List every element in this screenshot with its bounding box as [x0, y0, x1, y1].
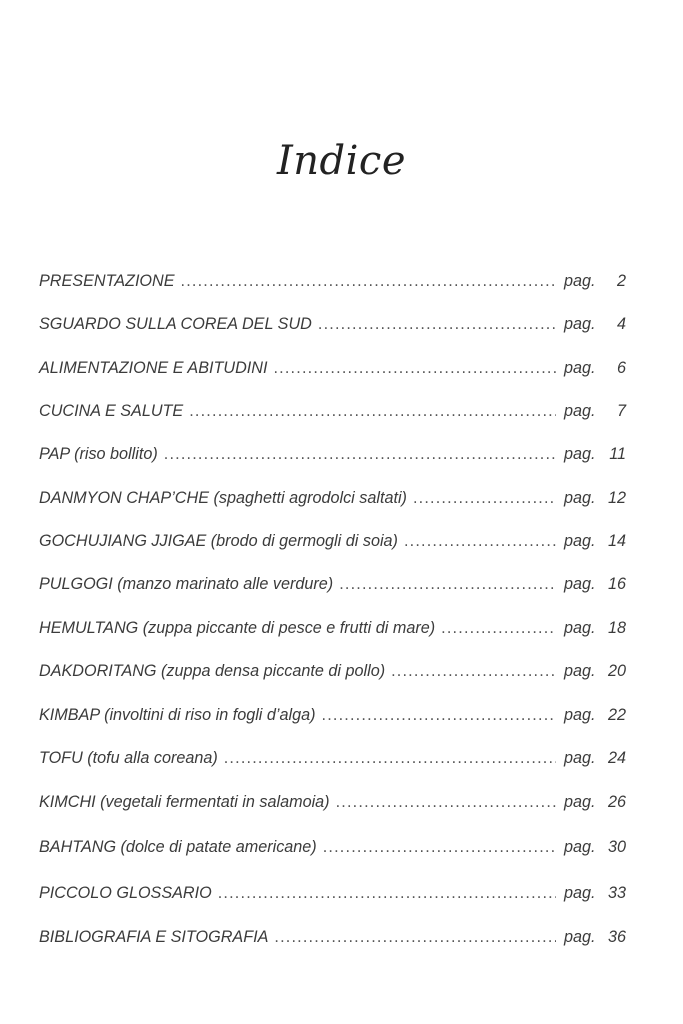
toc-entry-page-number: 11: [609, 445, 626, 463]
toc-entry-page-number: 16: [607, 575, 626, 593]
toc-entry-pag: pag.: [564, 402, 596, 420]
toc-entry-page-number: 7: [616, 402, 626, 420]
dot-leader: [189, 400, 556, 422]
dot-leader: [322, 704, 557, 726]
toc-entry-page-number: 12: [607, 489, 626, 507]
toc-entry-page-number: 24: [607, 749, 626, 767]
toc-entry: [39, 357, 626, 379]
toc-entry: [39, 836, 626, 858]
toc-entry-label: PRESENTAZIONE: [39, 272, 175, 290]
toc-entry-page-number: 33: [607, 884, 626, 902]
toc-entry-pag: pag.: [564, 315, 596, 333]
toc-entry-pag: pag.: [564, 272, 596, 290]
dot-leader: [318, 313, 556, 335]
dot-leader: [336, 791, 556, 813]
toc-entry-page-number: 4: [616, 315, 626, 333]
toc-entry-pag: pag.: [564, 619, 596, 637]
dot-leader: [218, 882, 556, 904]
dot-leader: [181, 270, 556, 292]
toc-entry: [39, 704, 626, 726]
toc-entry-label: BIBLIOGRAFIA E SITOGRAFIA: [39, 928, 269, 946]
toc-entry: [39, 747, 626, 769]
dot-leader: [273, 357, 556, 379]
toc-entry-pag: pag.: [564, 489, 596, 507]
toc-entry-page-number: 22: [607, 706, 626, 724]
toc-entry-page-number: 6: [616, 359, 626, 377]
dot-leader: [224, 747, 556, 769]
toc-entry-pag: pag.: [564, 532, 596, 550]
toc-entry-label: PICCOLO GLOSSARIO: [39, 884, 212, 902]
toc-entry-label: ALIMENTAZIONE E ABITUDINI: [39, 359, 268, 377]
dot-leader: [274, 926, 556, 948]
toc-entry-page-number: 20: [607, 662, 626, 680]
toc-entry-label: DAKDORITANG (zuppa densa piccante di pollo): [39, 662, 386, 680]
toc-entry: [39, 660, 626, 682]
toc-entry: [39, 313, 626, 335]
toc-entry-label: CUCINA E SALUTE: [39, 402, 184, 420]
toc-entry: [39, 926, 626, 948]
dot-leader: [164, 443, 556, 465]
toc-entry-pag: pag.: [564, 575, 596, 593]
toc-entry-label: KIMBAP (involtini di riso in fogli d’alga): [39, 706, 316, 724]
dot-leader: [413, 487, 556, 509]
toc-entry-pag: pag.: [564, 706, 596, 724]
toc-entry-pag: pag.: [564, 359, 596, 377]
dot-leader: [339, 573, 556, 595]
toc-entry: [39, 270, 626, 292]
toc-entry-label: PULGOGI (manzo marinato alle verdure): [39, 575, 334, 593]
toc-entry: [39, 530, 626, 552]
toc-entry-pag: pag.: [564, 928, 596, 946]
toc-entry: [39, 573, 626, 595]
page-title: Indice: [276, 138, 407, 184]
toc-entry-label: DANMYON CHAP’CHE (spaghetti agrodolci saltati): [39, 489, 407, 507]
toc-entry: [39, 882, 626, 904]
toc-entry: [39, 487, 626, 509]
toc-entry: [39, 617, 626, 639]
toc-entry-pag: pag.: [564, 793, 596, 811]
toc-entry-page-number: 18: [607, 619, 626, 637]
toc-entry-label: KIMCHI (vegetali fermentati in salamoia): [39, 793, 330, 811]
dot-leader: [323, 836, 556, 858]
toc-entry-page-number: 14: [607, 532, 626, 550]
toc-entry-page-number: 36: [607, 928, 626, 946]
toc-entry-pag: pag.: [564, 838, 596, 856]
toc-entry-page-number: 2: [616, 272, 626, 290]
toc-entry-label: HEMULTANG (zuppa piccante di pesce e frutti di mare): [39, 619, 436, 637]
toc-entry-label: GOCHUJIANG JJIGAE (brodo di germogli di soia): [39, 532, 398, 550]
toc-entry: [39, 443, 626, 465]
dot-leader: [441, 617, 556, 639]
toc-entry: [39, 400, 626, 422]
toc-entry: [39, 791, 626, 813]
toc-entry-pag: pag.: [564, 445, 596, 463]
toc-entry-label: TOFU (tofu alla coreana): [39, 749, 218, 767]
toc-entry-pag: pag.: [564, 749, 596, 767]
dot-leader: [404, 530, 556, 552]
toc-entry-label: BAHTANG (dolce di patate americane): [39, 838, 317, 856]
toc-entry-page-number: 26: [607, 793, 626, 811]
toc-entry-label: PAP (riso bollito): [39, 445, 158, 463]
toc-entry-page-number: 30: [607, 838, 626, 856]
toc-entry-pag: pag.: [564, 884, 596, 902]
dot-leader: [391, 660, 556, 682]
toc-entry-pag: pag.: [564, 662, 596, 680]
toc-entry-label: SGUARDO SULLA COREA DEL SUD: [39, 315, 312, 333]
